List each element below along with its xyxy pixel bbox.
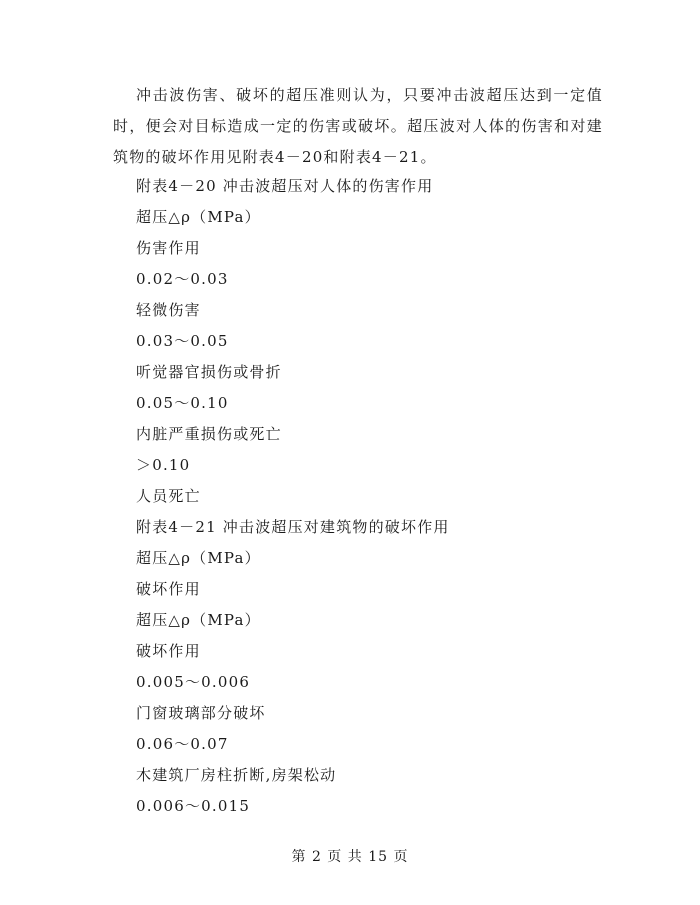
table-caption: 附表4－21 冲击波超压对建筑物的破坏作用 [136,518,450,536]
column-header: 超压△ρ（MPa） [136,549,261,567]
table-cell: 0.06～0.07 [136,735,229,753]
table-cell: 内脏严重损伤或死亡 [136,425,282,443]
page-number-footer: 第 2 页 共 15 页 [291,849,409,865]
column-header: 破坏作用 [136,580,201,598]
content-lines [136,171,450,822]
table-cell: 听觉器官损伤或骨折 [136,363,282,381]
column-header: 破坏作用 [136,642,201,660]
table-cell: 门窗玻璃部分破坏 [136,704,266,722]
table-cell: ＞0.10 [136,456,191,474]
table-cell: 0.02～0.03 [136,270,229,288]
table-cell: 0.03～0.05 [136,332,229,350]
table-cell: 轻微伤害 [136,301,201,319]
table-cell: 0.05～0.10 [136,394,229,412]
table-cell: 木建筑厂房柱折断,房架松动 [136,766,337,784]
column-header: 超压△ρ（MPa） [136,208,261,226]
table-cell: 0.006～0.015 [136,797,251,815]
column-header: 超压△ρ（MPa） [136,611,261,629]
column-header: 伤害作用 [136,239,201,257]
table-cell: 人员死亡 [136,487,201,505]
table-caption: 附表4－20 冲击波超压对人体的伤害作用 [136,177,434,195]
table-cell: 0.005～0.006 [136,673,251,691]
intro-paragraph: 冲击波伤害、破坏的超压准则认为，只要冲击波超压达到一定值时，便会对目标造成一定的伤害或破坏。超压波对人体的伤害和对建筑物的破坏作用见附表4－20和附表4－21。 [113,86,603,166]
